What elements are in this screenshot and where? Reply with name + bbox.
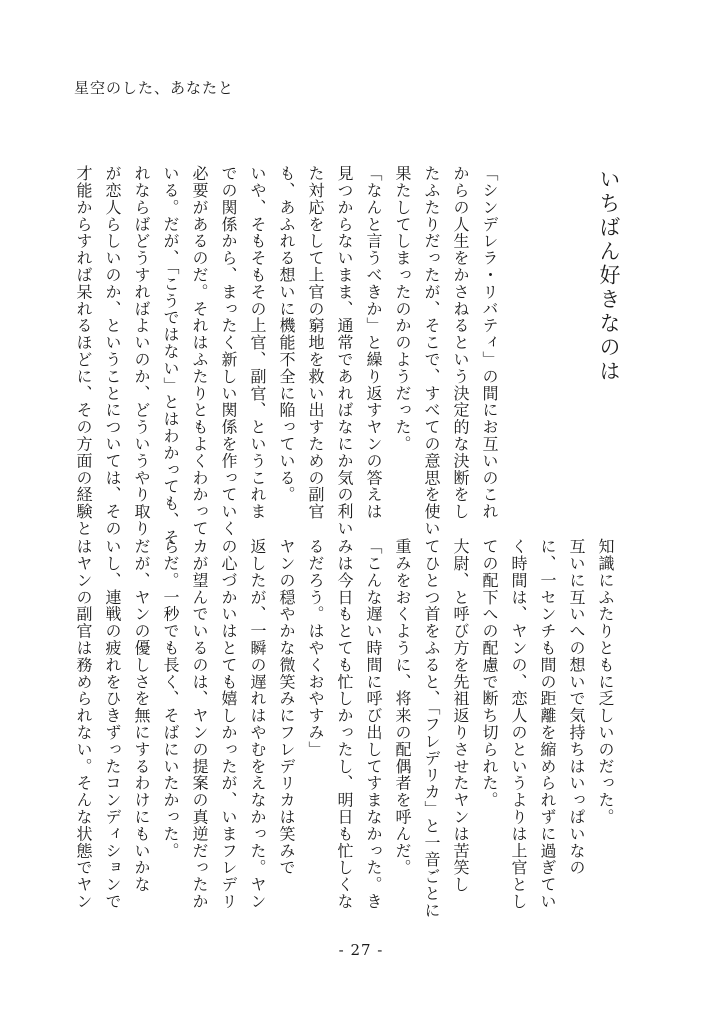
text-line: 「シンデレラ・リバティ」の間にお互いのこれ xyxy=(480,165,499,520)
text-line: いや、そもそもその上官、副官、というこれま xyxy=(248,165,267,520)
text-line: た対応をして上官の窮地を救い出すための副官 xyxy=(306,165,325,520)
text-line: てひとつ首をふると、「フレデリカ」と一音ごとに xyxy=(422,538,441,919)
text-line: ヤンの穏やかな微笑みにフレデリカは笑みで xyxy=(277,538,296,876)
text-line: いし、連戦の疲れをひきずったコンディションで xyxy=(103,538,122,910)
text-line: が恋人らしいのか、ということについては、その xyxy=(103,165,122,537)
text-line: 返したが、一瞬の遅れはやむをえなかった。ヤン xyxy=(248,538,267,910)
text-line: はヤンの副官は務められない。そんな状態でヤン xyxy=(74,538,93,910)
text-line: 重みをおくように、将来の配偶者を呼んだ。 xyxy=(393,538,412,876)
text-line: 大尉、と呼び方を先祖返りさせたヤンは苦笑し xyxy=(451,538,470,893)
text-line: いる。だが、「こうではない」とはわかっても、そ xyxy=(161,165,180,546)
text-line: 果たしてしまったのかのようだった。 xyxy=(393,165,412,453)
text-line: の心づかいはとても嬉しかったが、いまフレデリ xyxy=(219,538,238,910)
text-line: も、あふれる想いに機能不全に陥っている。 xyxy=(277,165,296,503)
text-line: だが、ヤンの優しさを無にするわけにもいかな xyxy=(132,538,151,893)
text-line: らだ。一秒でも長く、そばにいたかった。 xyxy=(161,538,180,860)
text-line: からの人生をかさねるという決定的な決断をし xyxy=(451,165,470,520)
text-line: 必要があるのだ。それはふたりともよくわかって xyxy=(190,165,209,537)
upper-text-block xyxy=(74,165,504,546)
text-line: れならばどうすればよいのか、どういうやり取り xyxy=(132,165,151,537)
running-header-title: 星空のした、あなたと xyxy=(74,79,235,97)
chapter-title: いちばん好きなのは xyxy=(597,168,621,384)
text-line: たふたりだったが、そこで、すべての意思を使い xyxy=(422,165,441,537)
text-line: ての配下への配慮で断ち切られた。 xyxy=(480,538,499,809)
text-line: るだろう。はやくおやすみ」 xyxy=(306,538,325,758)
text-line: カが望んでいるのは、ヤンの提案の真逆だったか xyxy=(190,538,209,910)
page-number: - 27 - xyxy=(338,941,384,959)
lower-text-block xyxy=(74,538,620,919)
text-line: 互いに互いへの想いで気持ちはいっぱいなの xyxy=(567,538,586,876)
text-line: みは今日もとても忙しかったし、明日も忙しくな xyxy=(335,538,354,910)
text-line: に、一センチも間の距離を縮められずに過ぎてい xyxy=(538,538,557,910)
text-line: 知識にふたりともに乏しいのだった。 xyxy=(596,538,615,826)
text-line: 「こんな遅い時間に呼び出してすまなかった。き xyxy=(364,538,383,910)
text-line: く時間は、ヤンの、恋人のというよりは上官とし xyxy=(509,538,528,910)
text-line: での関係から、まったく新しい関係を作っていく xyxy=(219,165,238,537)
text-line: 才能からすれば呆れるほどに、その方面の経験と xyxy=(74,165,93,537)
text-line: 見つからないまま、通常であればなにか気の利い xyxy=(335,165,354,537)
text-line: 「なんと言うべきか」と繰り返すヤンの答えは xyxy=(364,165,383,520)
